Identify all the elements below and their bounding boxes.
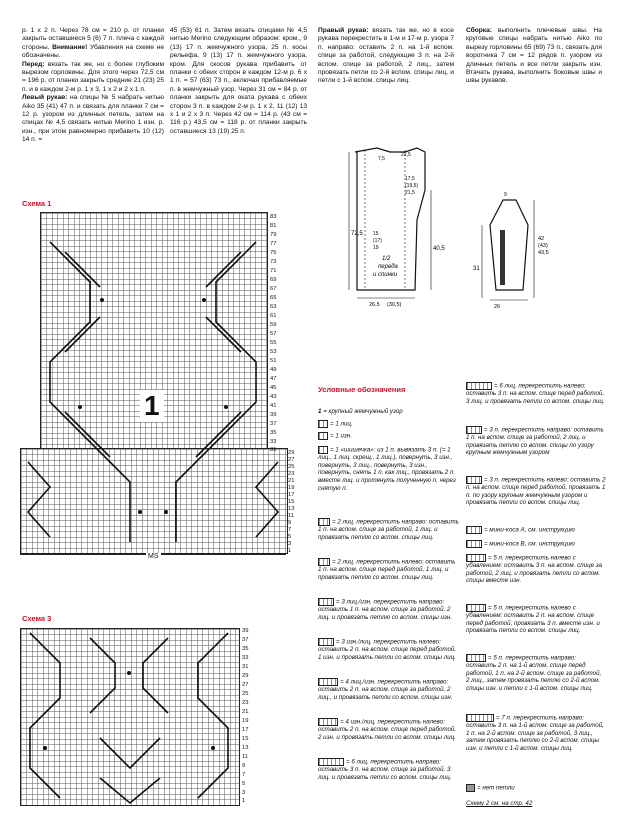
row-number: 29 (288, 450, 295, 456)
legend-item-no-stitch (466, 784, 606, 792)
schema-1-title: Схема 1 (22, 199, 52, 208)
row-number: 27 (288, 457, 295, 463)
schema-1-chart (20, 212, 300, 562)
purl-symbol-icon (318, 432, 328, 440)
row-number: 51 (270, 358, 277, 364)
legend-text: = 4 изн./лиц. перекрестить налево: оставить 2 п. на вспом. спице перед работой, 2 изн. и провязать петли со вспом. спицы лиц. (318, 718, 457, 741)
row-number: 1 (242, 798, 246, 804)
dim-mid-2: (17) (373, 238, 382, 244)
cross-6-left-icon (466, 382, 492, 390)
cross-6-right-icon (318, 758, 344, 766)
text: р. 1 х 2 п. Через 78 см = 210 р. от планки закрыть оставшиеся 5 (6) 7 п. плеча с каждой стороны. (22, 27, 164, 51)
schema-3-cables (20, 628, 240, 806)
paragraph-assembly (466, 27, 602, 86)
heading: Сборка: (466, 27, 492, 34)
legend-text: = 6 лиц. перекрестить налево: оставить 3 п. на вспом. спице перед работой, 3 лиц. и провязать петли со вспом. спицы лиц. (466, 382, 605, 405)
legend-text: = мини-коса В, см. инструкцию (484, 540, 575, 548)
row-number: 21 (242, 709, 249, 715)
text: выполнить плечевые швы. На круговые спицы набрать нитью Aiko по вырезу горловины 65 (69) 73 п., связать для воротника 7 см = 12 рядов п. узором из длинных петель и все петли закрыть изн. Втачать рукава, выполнить боковые швы и швы рукавов. (466, 27, 602, 85)
dim-side-3: 21,5 (405, 190, 415, 196)
row-number: 55 (270, 340, 277, 346)
legend-item-3-left (318, 638, 460, 661)
legend-text: = 3 лиц./изн. перекрестить направо: оставить 1 п. на вспом. спице за работой, 2 лиц. и провязать петлю со вспом. спицы изн. (318, 598, 452, 621)
schema-1-center-label: 1 (140, 390, 164, 422)
row-number: 15 (288, 499, 295, 505)
legend-item-7-right (466, 714, 606, 753)
row-number: 27 (242, 682, 249, 688)
legend-text: = нет петли (477, 784, 515, 792)
heading: Перед: (22, 60, 45, 68)
row-number: 11 (242, 754, 249, 760)
sleeve-dim-side-3: 43,5 (538, 250, 549, 256)
row-number: 35 (242, 646, 249, 652)
legend-text: = 1 «шишечка»: из 1 п. вывязать 3 п. (= 1 лиц., 1 лиц. скрещ., 1 лиц.), повернуть, 3 изн., повернуть, 3 лиц., повернуть, 3 изн., повернуть, снять 1 п. как лиц., провязать 2 п. вместе лиц. и протянуть полученную п. через снятую п. (318, 446, 456, 492)
sleeve-dim-side-2: (43) (538, 243, 548, 249)
legend-text: = 6 лиц. перекрестить направо: оставить 3 п. на вспом. спице за работой, 3 лиц. и провязать петли со вспом. спицы лиц. (318, 758, 452, 781)
row-number: 43 (270, 394, 277, 400)
legend-item-bobble (318, 446, 460, 492)
legend-item-purl (318, 432, 352, 440)
row-number: 47 (270, 376, 277, 382)
row-number: 31 (242, 664, 249, 670)
schema-1-ms-label: MS (148, 553, 159, 560)
row-number: 9 (242, 763, 246, 769)
row-number: 3 (242, 790, 246, 796)
row-number: 9 (288, 520, 292, 526)
row-number: 7 (242, 772, 246, 778)
paragraph-left-sleeve (22, 94, 164, 144)
text: вязать так же, но в косе рукава перекрестить в 1-м и 17-м р. узора 7 п. направо: оставить 2 п. на 1-й вспом. спице за работой, следующие 3 п. на 2-й вспом. спице за работой, 2 лиц., затем провязать петли со 2-й вспом. спицы лиц. и петли с 1-й вспом. спицы лиц. (318, 27, 454, 85)
row-number: 53 (270, 349, 277, 355)
legend-text: = 4 лиц./изн. перекрестить направо: оставить 2 п. на вспом. спице за работой, 2 лиц., и провязать петли со вспом. спицы изн. (318, 678, 453, 701)
row-number: 83 (270, 214, 277, 220)
row-number: 41 (270, 403, 277, 409)
row-number: 33 (270, 439, 277, 445)
cross-5-right-icon (466, 654, 486, 662)
row-number: 3 (288, 541, 292, 547)
row-number: 11 (288, 513, 295, 519)
paragraph-back-end (22, 27, 164, 61)
attention-label: Внимание! (52, 43, 88, 51)
text: Убавления на схеме не обозначены. (22, 43, 164, 60)
row-number: 73 (270, 259, 277, 265)
dim-side-1: 17,5 (405, 176, 415, 182)
legend-symbol: 1 (318, 408, 322, 415)
legend-text: = 2 лиц. перекрестить налево: оставить 1 п. на вспом. спице перед работой, 1 лиц. и провязать петлю со вспом. спицы лиц. (318, 558, 456, 581)
legend-text: = 2 лиц. перекрестить направо: оставить 1 п. на вспом. спице за работой, 1 лиц. и провязать петлю со вспом. спицы лиц. (318, 518, 459, 541)
row-number: 17 (242, 727, 249, 733)
cross-3p-right-icon (466, 426, 482, 434)
sleeve-cable-band (500, 230, 505, 285)
mini-cable-a-icon (466, 526, 482, 534)
legend-item-4-right (318, 678, 460, 701)
cross-left-icon (318, 558, 330, 566)
text-column-1 (22, 27, 164, 145)
legend-item-5-dec-1 (466, 554, 606, 585)
body-pattern-diagram (335, 140, 465, 310)
legend-item-2-left (318, 558, 460, 581)
legend-item-mini-a (466, 526, 606, 534)
row-number: 71 (270, 268, 277, 274)
legend-text: = крупный жемчужный узор (323, 408, 403, 415)
heading: Левый рукав: (22, 94, 68, 102)
schema-3-title: Схема 3 (22, 614, 52, 623)
legend-item-6-right (318, 758, 460, 781)
legend-item-mini-b (466, 540, 606, 548)
paragraph-front (22, 61, 164, 95)
row-number: 29 (242, 673, 249, 679)
dim-top-2: 22,5 (401, 152, 411, 158)
piece-label-3: и спинки (373, 272, 398, 278)
row-number: 75 (270, 250, 277, 256)
cross-3-right-icon (318, 598, 334, 606)
row-number: 45 (270, 385, 277, 391)
legend-text: = мини-коса А, см. инструкцию (484, 526, 575, 534)
row-number: 19 (242, 718, 249, 724)
row-number: 21 (288, 478, 295, 484)
piece-label-2: переда (378, 264, 398, 270)
dim-left: 72,5 (351, 231, 363, 237)
schema-3-chart (20, 628, 260, 808)
row-number: 35 (270, 430, 277, 436)
sleeve-dim-side-1: 42 (538, 236, 545, 242)
row-number: 7 (288, 527, 292, 533)
cross-4-right-icon (318, 678, 338, 686)
legend-item-3p-right (466, 426, 606, 457)
paragraph-right-sleeve (318, 27, 454, 86)
dim-right: 40,5 (433, 246, 445, 252)
row-number: 77 (270, 241, 277, 247)
heading: Правый рукав: (318, 27, 369, 34)
text-column-2 (170, 27, 307, 136)
cross-right-icon (318, 518, 330, 526)
row-number: 15 (242, 736, 249, 742)
text: на спицы № 5 набрать нитью Aiko 35 (41) 47 п. и связать для планки 7 см = 12 р. узором из длинных петель, затем на спицах № 4,5 связать нитью Merino 1 изн. р. изн., при этом равномерно прибавить 10 (12) 14 п. = (22, 94, 164, 144)
sleeve-dim-top: 9 (504, 192, 507, 198)
row-number: 63 (270, 304, 277, 310)
cross-5-dec-icon (466, 554, 486, 562)
row-number: 59 (270, 322, 277, 328)
row-number: 23 (242, 700, 249, 706)
row-number: 5 (242, 781, 246, 787)
row-number: 39 (270, 412, 277, 418)
dim-bottom-2: (30,5) (387, 302, 402, 308)
legend-item-5-dec-2 (466, 604, 606, 635)
legend-item-3p-left (466, 476, 606, 507)
text-column-4 (466, 27, 602, 86)
legend-text: = 3 изн./лиц. перекрестить налево: оставить 2 п. на вспом. спице перед работой, 1 изн. и провязать петли со вспом. спицы лиц. (318, 638, 457, 661)
bobble-symbol-icon (318, 446, 328, 454)
row-number: 81 (270, 223, 277, 229)
legend-item-5-right (466, 654, 606, 693)
legend-text: = 5 п. перекрестить налево с убавлением: оставить 2 п. на вспом. спице перед работой, провязать 3 п. вместе изн. и провязать петли со вспом. спицы лиц. (466, 604, 600, 635)
legend-item-big-pearl (318, 408, 460, 416)
legend-item-2-right (318, 518, 460, 541)
legend-text: = 1 лиц. (330, 420, 353, 428)
legend-text: = 5 п. перекрестить налево с убавлением: оставить 3 п. на вспом. спице за работой, 2 лиц. и провязать петли со вспом. спицы вместе изн. (466, 554, 603, 585)
no-stitch-icon (466, 784, 475, 792)
dim-side-2: (19,5) (405, 183, 419, 189)
row-number: 17 (288, 492, 295, 498)
sleeve-pattern-diagram (468, 180, 588, 310)
sleeve-dim-bottom: 26 (494, 304, 501, 310)
mini-cable-b-icon (466, 540, 482, 548)
row-number: 13 (288, 506, 295, 512)
row-number: 19 (288, 485, 295, 491)
row-number: 23 (288, 471, 295, 477)
row-number: 37 (270, 421, 277, 427)
row-number: 25 (242, 691, 249, 697)
row-number: 37 (242, 637, 249, 643)
dim-top-1: 7,5 (378, 156, 385, 162)
row-number: 69 (270, 277, 277, 283)
cross-3p-left-icon (466, 476, 482, 484)
row-number: 13 (242, 745, 249, 751)
legend-item-3-right (318, 598, 460, 621)
legend-item-knit (318, 420, 353, 428)
dim-mid-3: 19 (373, 245, 379, 251)
cross-7-right-icon (466, 714, 494, 722)
row-number: 25 (288, 464, 295, 470)
row-number: 79 (270, 232, 277, 238)
legend-item-6-left (466, 382, 606, 405)
dim-bottom: 26,5 (369, 302, 380, 308)
row-number: 49 (270, 367, 277, 373)
schema-1-cables (20, 212, 300, 562)
sleeve-dim-left: 31 (473, 266, 480, 272)
paragraph-sleeve-cont: 45 (53) 61 п. Затем вязать спицами № 4,5 нитью Merino следующим образом: кром., 9 (13) 17 п. жемчужного узора, 25 п. косы рельефа, 9 (13) 17 п. жемчужного узора, кром. Для скосов рукава прибавить от планки с обеих сторон в каждом 12-м р. 6 х 1 п. = 57 (63) 73 п., включая прибавляемые п. в жемчужный узор. Через 31 см = 84 р. от планки закрыть для оката рукава с обеих сторон 3 п. в каждом 2-м р. 1 х 2, 11 (12) 13 х 1 и 2 х 3 п. Через 42 см = 114 р. (43 см = 116 р.) 43,5 см = 118 р. от планки закрыть оставшиеся 13 (19) 25 п. (170, 27, 307, 135)
row-number: 39 (242, 628, 249, 634)
legend-footer-note: Схему 2 см. на стр. 42 (466, 800, 533, 807)
text: вязать так же, но с более глубоким вырезом горловины. Для этого через 72,5 см = 196 р. от планки закрыть средние 21 (23) 25 п. и в каждом 2-м р. 1 х 3, 1 х 2 и 2 х 1 п. (22, 60, 164, 93)
legend-text: = 3 п. перекрестить налево: оставить 2 п. на вспом. спице перед работой, провязать 1 п. по узору крупным жемчужным узором и провязать петли со вспом. спицы лиц. (466, 476, 606, 507)
row-number: 65 (270, 295, 277, 301)
cross-5-dec-2-icon (466, 604, 486, 612)
dim-mid-1: 15 (373, 231, 379, 237)
row-number: 57 (270, 331, 277, 337)
row-number: 67 (270, 286, 277, 292)
legend-text: = 1 изн. (330, 432, 352, 440)
row-number: 31 (270, 447, 277, 453)
text-column-3 (318, 27, 454, 86)
row-number: 33 (242, 655, 249, 661)
legend-text: = 5 п. перекрестить направо: оставить 2 п. на 1-й вспом. спице перед работой, 1 п. на 2-й вспом. спице за работой, 2 лиц., затем провязать петлю со 2-й вспом. спицы изн. и петли с 1-й вспом. спицы лиц. (466, 654, 602, 693)
legend-text: = 7 п. перекрестить направо: оставить 3 п. на 1-й вспом. спице за работой, 1 п. на 2-й вспом. спице за работой, 3 лиц., затем провязать петлю со 2-й вспом. спицы изн. и петли с 1-й вспом. спицы лиц. (466, 714, 604, 753)
row-number: 61 (270, 313, 277, 319)
legend-item-4-left (318, 718, 460, 741)
row-number: 1 (288, 548, 292, 554)
legend-title: Условные обозначения (318, 385, 406, 394)
cross-3-left-icon (318, 638, 334, 646)
legend-text: = 3 п. перекрестить направо: оставить 1 п. на вспом. спице за работой, 2 лиц. и провязать петлю со вспом. спицы по узору крупным жемчужным узором (466, 426, 604, 457)
cross-4-left-icon (318, 718, 338, 726)
knit-symbol-icon (318, 420, 328, 428)
piece-label-1: 1/2 (382, 256, 391, 262)
row-number: 5 (288, 534, 292, 540)
